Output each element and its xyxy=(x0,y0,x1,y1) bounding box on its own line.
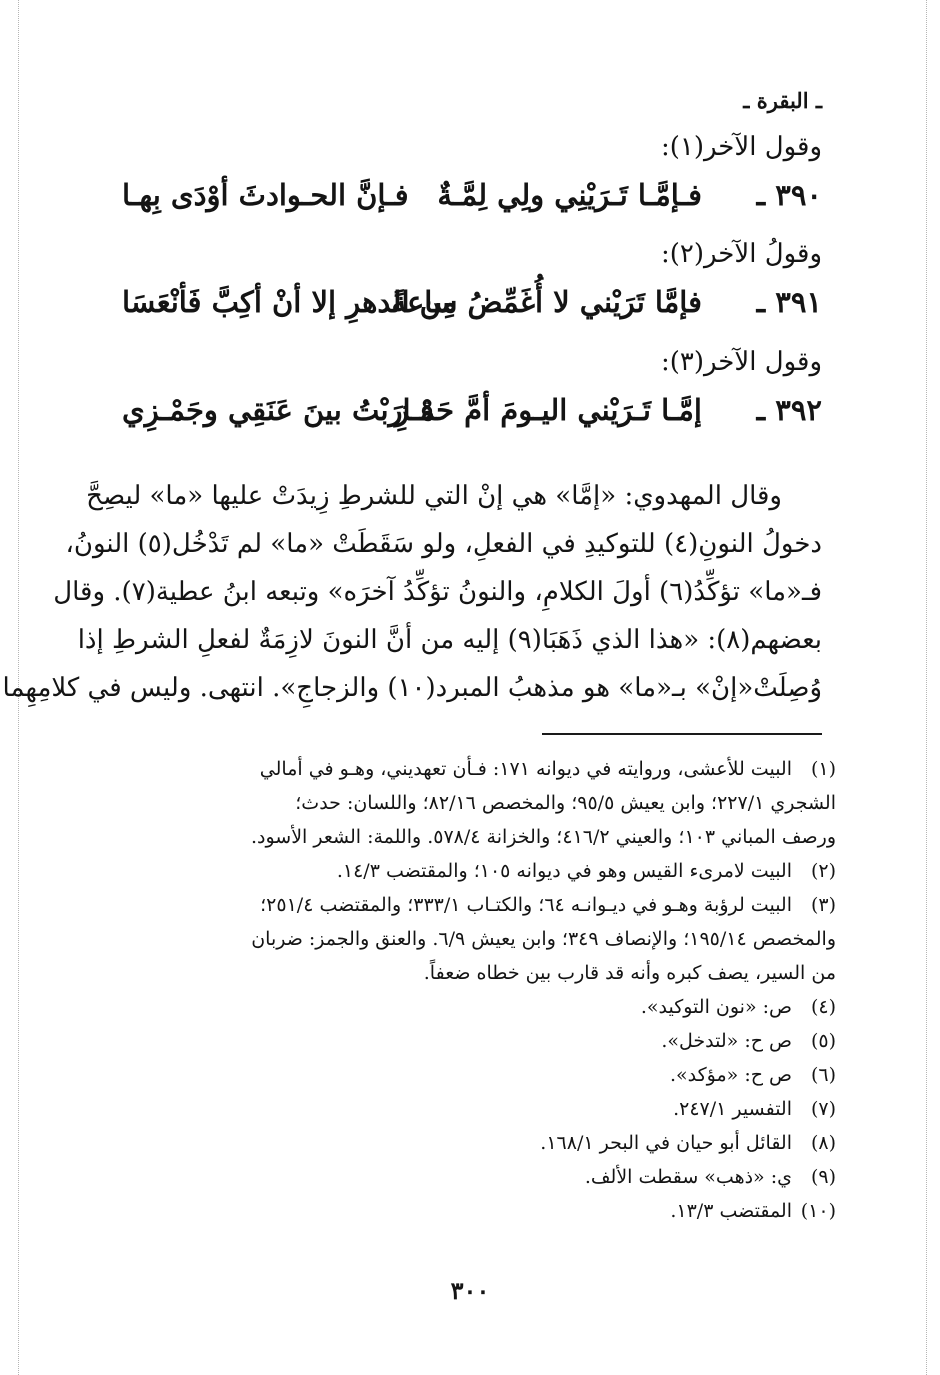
poem-intro-2: وقولُ الآخر(٢): xyxy=(660,239,822,269)
verse-first-hemistich: إمَّـا تَـرَيْني اليـومَ أمَّ حَمْـزِ xyxy=(394,393,702,427)
verse-number: ٣٩٠ ـ xyxy=(756,178,822,212)
footnote-9 xyxy=(116,1160,836,1194)
footnote-3 xyxy=(116,888,836,990)
verse-first-hemistich: فـإمَّـا تَـرَيْنِي ولِي لِمَّـةٌ xyxy=(437,178,702,212)
footnote-5 xyxy=(116,1024,836,1058)
footnote-number: (٢) xyxy=(810,860,836,882)
footnote-8 xyxy=(116,1126,836,1160)
verse-392 xyxy=(122,393,822,437)
footnote-number: (١) xyxy=(810,758,836,780)
verse-number: ٣٩١ ـ xyxy=(756,285,822,319)
verse-second-hemistich: قـارَبْتُ بينَ عَنَقِي وجَمْـزِي xyxy=(122,393,434,427)
footnote-number: (١٠) xyxy=(800,1200,836,1222)
footnote-number: (٤) xyxy=(810,996,836,1018)
footnote-7 xyxy=(116,1092,836,1126)
footnote-text: البيت للأعشى، وروايته في ديوانه ١٧١: فـأن تعهديني، وهـو في أمالي xyxy=(259,758,792,780)
footnote-number: (٥) xyxy=(810,1030,836,1052)
footnote-number: (٩) xyxy=(810,1166,836,1188)
footnotes xyxy=(116,752,836,1228)
footnote-6 xyxy=(116,1058,836,1092)
footnote-1 xyxy=(116,752,836,854)
footnote-text: ص ح: «مؤكد». xyxy=(669,1064,792,1086)
footnote-text: ص ح: «لتدخل». xyxy=(661,1030,792,1052)
page-edge-dots-right xyxy=(926,0,927,1375)
poem-intro-1: وقول الآخر(١): xyxy=(660,132,822,162)
verse-first-hemistich: فإمَّا تَرَيْني لا أُغَمِّضُ ساعةً xyxy=(391,285,702,319)
verse-391 xyxy=(122,285,822,329)
footnote-10 xyxy=(116,1194,836,1228)
footnote-number: (٧) xyxy=(810,1098,836,1120)
footnote-text: التفسير ٢٤٧/١. xyxy=(673,1098,792,1120)
footnote-2 xyxy=(116,854,836,888)
commentary-paragraph xyxy=(2,472,822,712)
paragraph-line: بعضهم(٨): «هذا الذي ذَهَبَا(٩) إليه من أنَّ النونَ لازِمَةٌ لفعلِ الشرطِ إذا xyxy=(77,625,822,655)
page-number: ٣٠٠ xyxy=(450,1276,490,1305)
footnote-text: ي: «ذهب» سقطت الألف. xyxy=(584,1166,792,1188)
footnote-text: القائل أبو حيان في البحر ١٦٨/١. xyxy=(540,1132,792,1154)
footnote-number: (٣) xyxy=(810,894,836,916)
footnote-separator xyxy=(542,733,822,735)
verse-second-hemistich: فـإنَّ الحـوادثَ أوْدَى بِهـا xyxy=(122,178,409,212)
footnote-text: البيت لرؤبة وهـو في ديـوانـه ٦٤؛ والكتـاب ٣٣٣/١؛ والمقتضب ٢٥١/٤؛ xyxy=(260,894,792,916)
paragraph-line: وقال المهدوي: «إمَّا» هي إنْ التي للشرطِ زِيدَتْ عليها «ما» ليصِحَّ xyxy=(86,481,782,511)
footnote-text: الشجري ٢٢٧/١؛ وابن يعيش ٩٥/٥؛ والمخصص ٨٢/١٦؛ واللسان: حدث؛ xyxy=(295,792,836,814)
poem-intro-3: وقول الآخر(٣): xyxy=(660,347,822,377)
footnote-text: ص: «نون التوكيد». xyxy=(640,996,792,1018)
paragraph-line: فـ«ما» تؤكِّدُ(٦) أولَ الكلامِ، والنونُ تؤكِّدُ آخرَه» وتبعه ابنُ عطية(٧). وقال xyxy=(53,577,822,607)
footnote-4 xyxy=(116,990,836,1024)
footnote-number: (٨) xyxy=(810,1132,836,1154)
footnote-text: البيت لامرىء القيس وهو في ديوانه ١٠٥؛ والمقتضب ١٤/٣. xyxy=(336,860,792,882)
verse-number: ٣٩٢ ـ xyxy=(756,393,822,427)
footnote-text: ورصف المباني ١٠٣؛ والعيني ٤١٦/٢؛ والخزانة ٥٧٨/٤. واللمة: الشعر الأسود. xyxy=(250,826,836,848)
verse-second-hemistich: مِن الدهرِ إلا أنْ أكِبَّ فَأنْعَسَا xyxy=(122,285,458,319)
paragraph-line: وُصِلَتْ«إنْ» بـ«ما» هو مذهبُ المبرد(١٠) والزجاجِ». انتهى. وليس في كلامِهِما xyxy=(2,673,822,703)
footnote-number: (٦) xyxy=(810,1064,836,1086)
running-header: ـ البقرة ـ xyxy=(743,88,822,113)
footnote-text: من السير، يصف كبره وأنه قد قارب بين خطاه ضعفاً. xyxy=(423,962,836,984)
verse-390 xyxy=(122,178,822,222)
footnote-text: المقتضب ١٣/٣. xyxy=(670,1200,792,1222)
footnote-text: والمخصص ١٩٥/١٤؛ والإنصاف ٣٤٩؛ وابن يعيش ٦/٩. والعنق والجمز: ضربان xyxy=(251,928,836,950)
paragraph-line: دخولُ النونِ(٤) للتوكيدِ في الفعلِ، ولو سَقَطَتْ «ما» لم تَدْخُل(٥) النونُ، xyxy=(65,529,822,559)
